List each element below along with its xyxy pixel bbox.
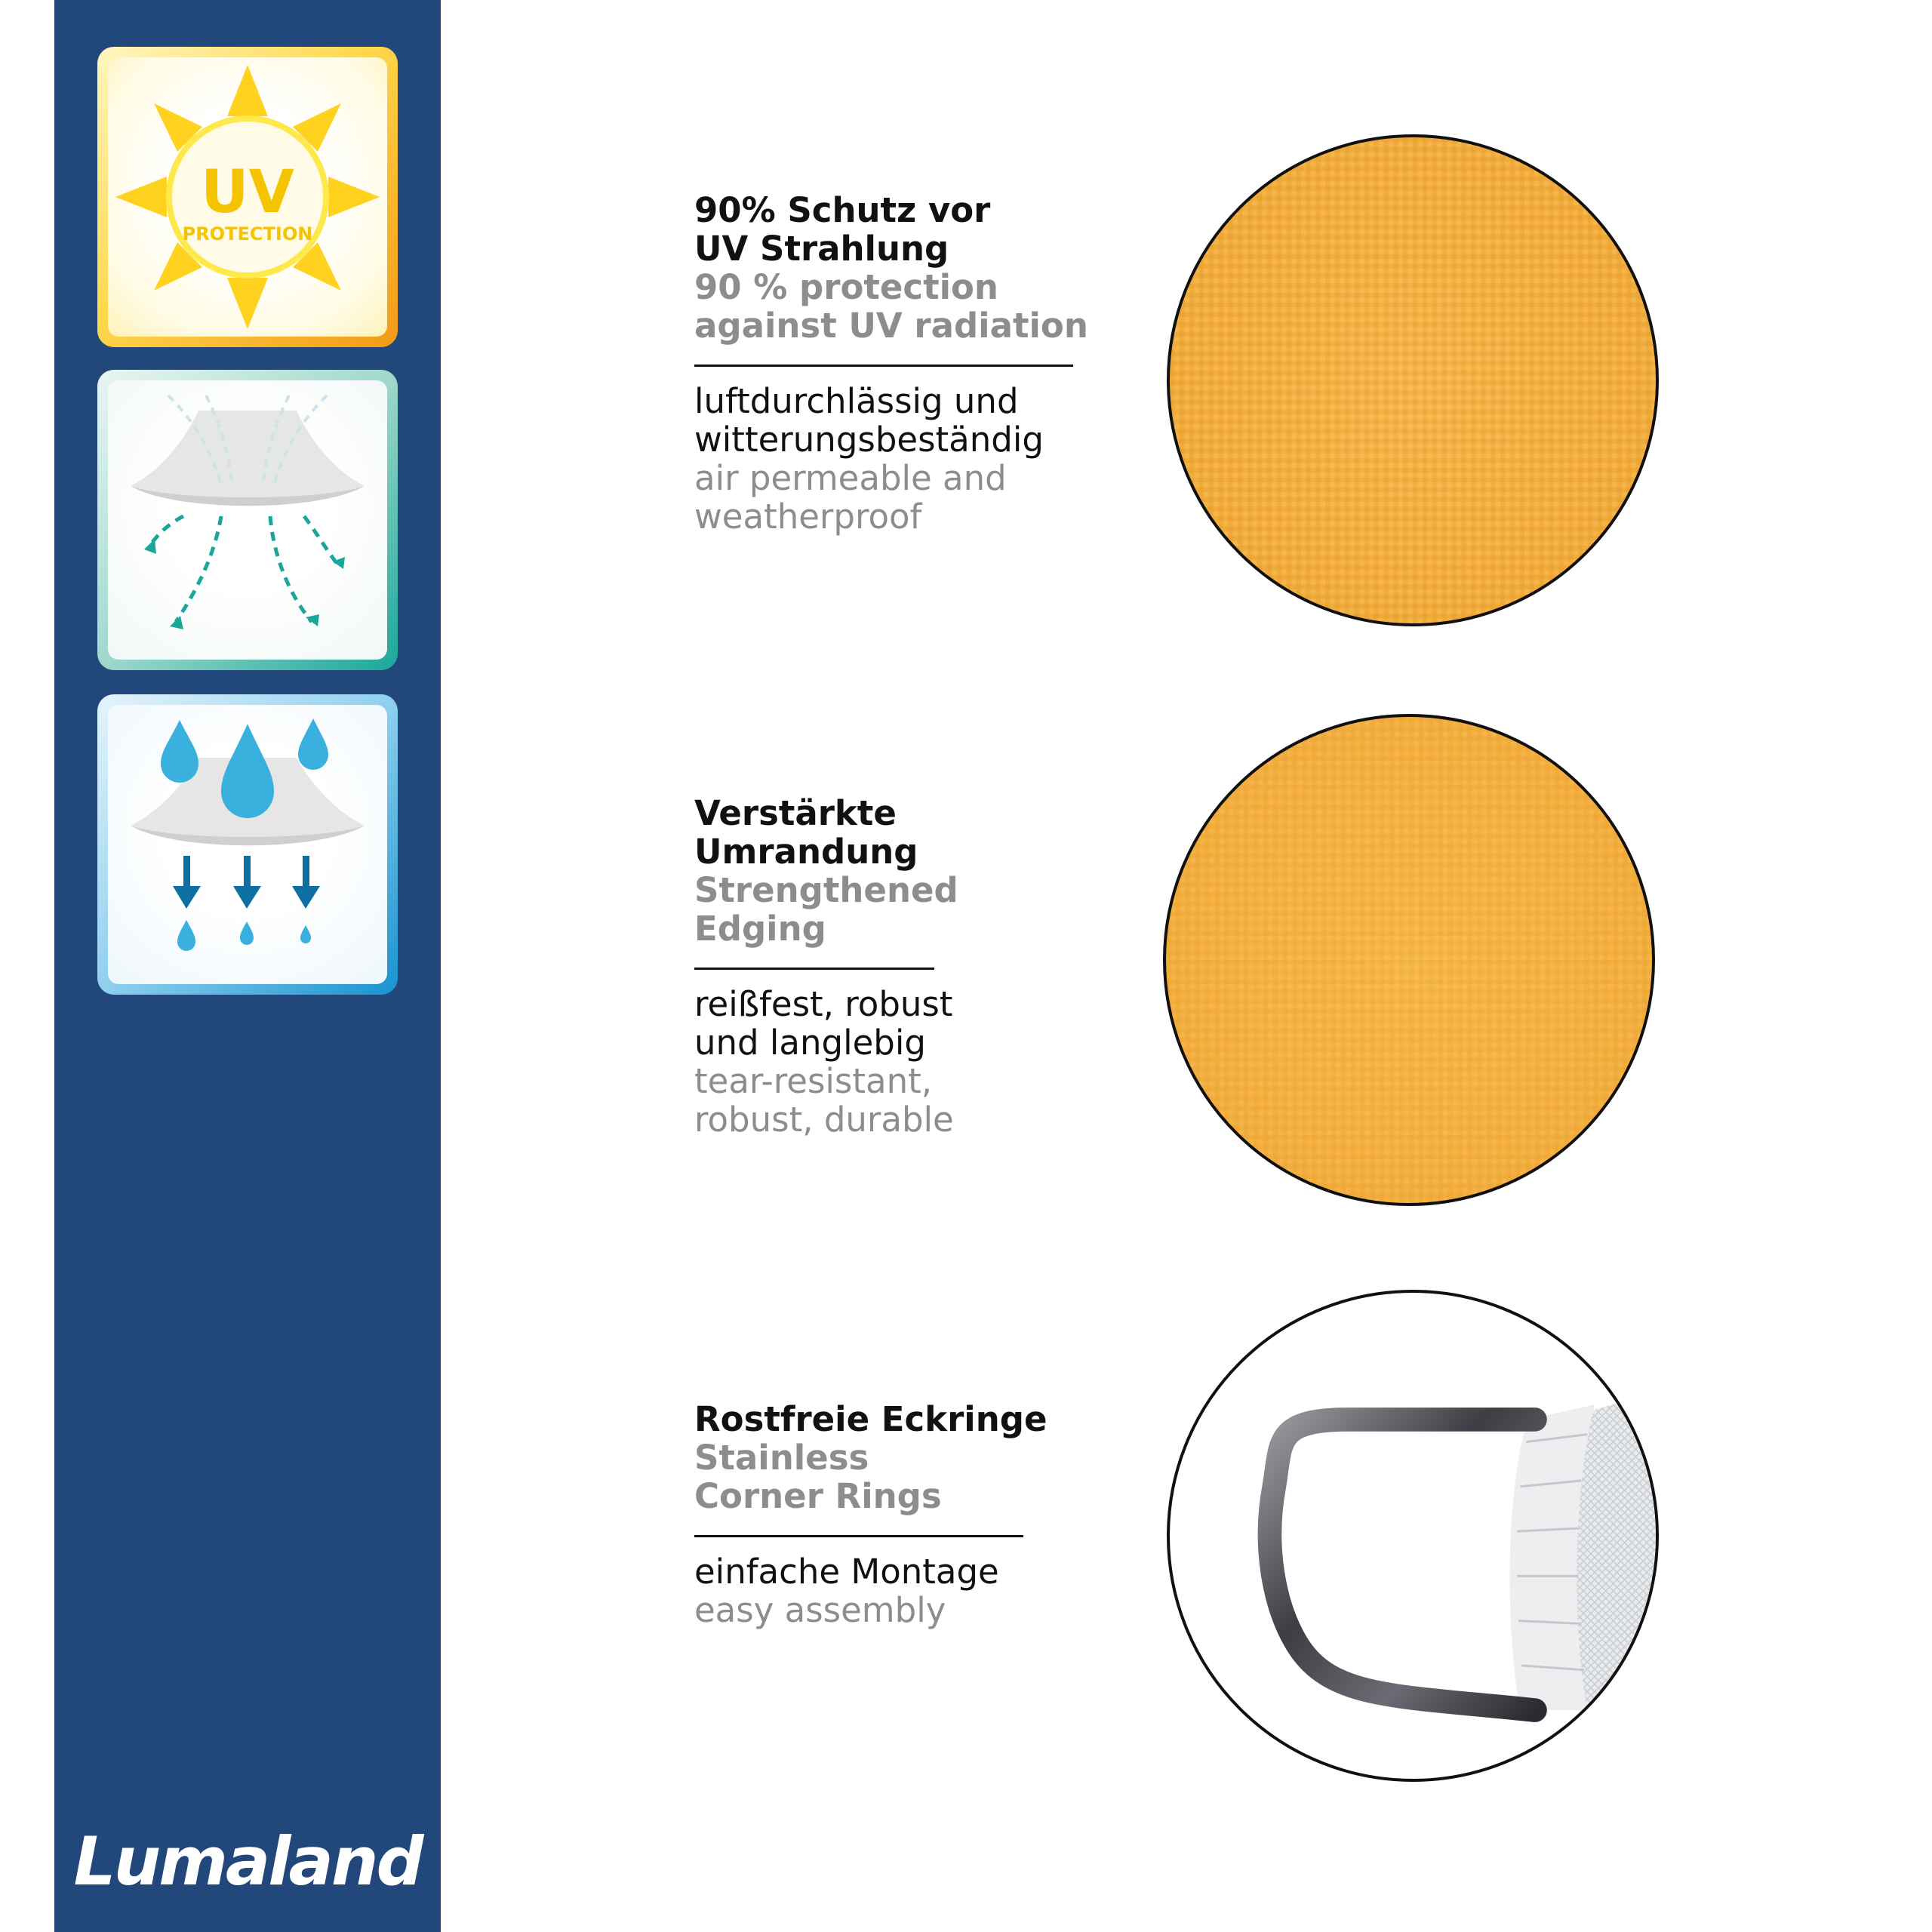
feature-desc-de: luftdurchlässig und witterungsbeständig <box>694 381 1044 460</box>
uv-protection-tile <box>97 47 398 347</box>
divider <box>694 968 934 970</box>
protection-label: PROTECTION <box>182 223 313 245</box>
corner-ring-image <box>1167 1290 1659 1782</box>
feature-title-en: Stainless Corner Rings <box>694 1438 942 1516</box>
feature-desc-en: air permeable and weatherproof <box>694 458 1007 537</box>
divider <box>694 365 1073 367</box>
weatherproof-icon <box>108 705 387 984</box>
feature-uv-protection <box>694 191 1162 536</box>
edging-texture-image <box>1163 714 1655 1206</box>
feature-title-de: 90% Schutz vor UV Strahlung <box>694 190 991 269</box>
brand-logo: Lumaland <box>73 1823 422 1900</box>
weatherproof-tile <box>97 694 398 995</box>
feature-title-en: Strengthened Edging <box>694 870 958 949</box>
uv-label: UV <box>201 158 294 226</box>
uv-protection-icon <box>108 57 387 337</box>
air-permeable-tile <box>97 370 398 670</box>
sidebar <box>54 0 441 1932</box>
feature-desc-en: tear-resistant, robust, durable <box>694 1061 954 1140</box>
feature-corner-rings <box>694 1400 1162 1629</box>
feature-edging <box>694 794 1162 1139</box>
air-permeable-icon <box>108 380 387 660</box>
feature-desc-en: easy assembly <box>694 1590 946 1630</box>
feature-desc-de: einfache Montage <box>694 1552 999 1592</box>
feature-title-de: Verstärkte Umrandung <box>694 793 918 872</box>
divider <box>694 1535 1023 1537</box>
feature-desc-de: reißfest, robust und langlebig <box>694 984 953 1063</box>
feature-title-en: 90 % protection against UV radiation <box>694 267 1088 346</box>
fabric-texture-image <box>1167 134 1659 626</box>
feature-title-de: Rostfreie Eckringe <box>694 1399 1048 1439</box>
